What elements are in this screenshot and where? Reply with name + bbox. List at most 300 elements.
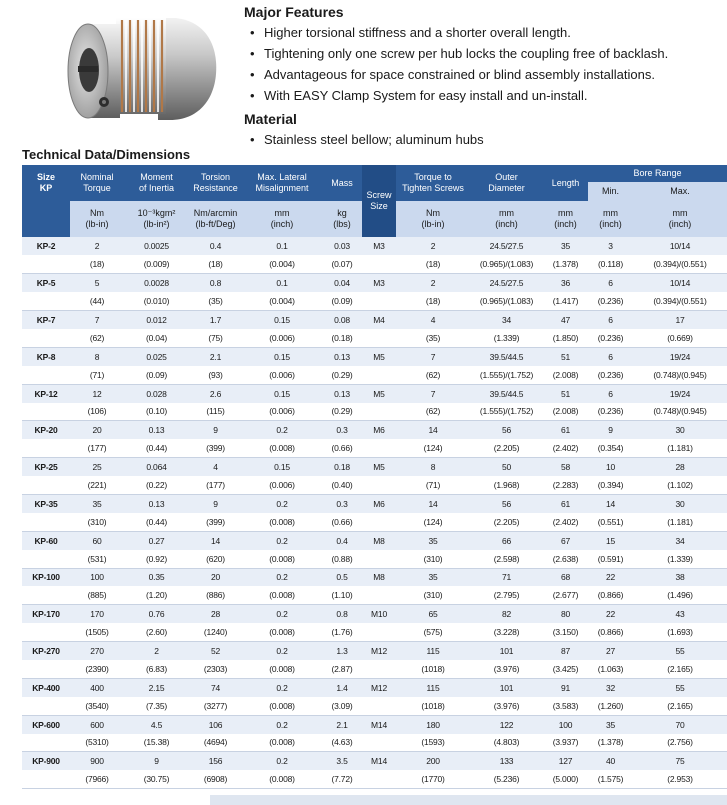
bmax-cell: (1.496)	[633, 586, 727, 604]
mass-cell: (0.09)	[322, 292, 362, 310]
inertia-cell: (0.04)	[124, 329, 189, 347]
mass-cell: (4.63)	[322, 734, 362, 752]
screw-cell: M5	[362, 347, 396, 365]
tighten-cell: 65	[396, 605, 470, 623]
mass-cell: 0.13	[322, 347, 362, 365]
torque-cell: 900	[70, 752, 124, 770]
tighten-cell: 7	[396, 384, 470, 402]
torque-cell: (3540)	[70, 697, 124, 715]
size-cell	[22, 513, 70, 531]
torque-cell: 20	[70, 421, 124, 439]
inertia-cell: (0.09)	[124, 366, 189, 384]
feature-item: • Tightening only one screw per hub locks the coupling free of backlash.	[250, 43, 724, 64]
bellows-coupling-image	[58, 4, 226, 128]
table-row	[22, 605, 727, 623]
lateral-cell: (0.008)	[242, 770, 322, 788]
outer-cell: 56	[470, 494, 543, 512]
inertia-cell: 0.76	[124, 605, 189, 623]
screw-cell: M3	[362, 237, 396, 255]
torque-cell: (310)	[70, 513, 124, 531]
lateral-cell: (0.008)	[242, 623, 322, 641]
outer-cell: (1.339)	[470, 329, 543, 347]
mass-cell: 0.18	[322, 458, 362, 476]
outer-cell: 133	[470, 752, 543, 770]
bmin-cell: 6	[588, 274, 633, 292]
mass-cell: (0.40)	[322, 476, 362, 494]
mass-cell: (3.09)	[322, 697, 362, 715]
mass-cell: 1.4	[322, 678, 362, 696]
length-cell: (1.850)	[543, 329, 588, 347]
units-bore-min: mm (inch)	[588, 201, 633, 237]
outer-cell: (0.965)/(1.083)	[470, 292, 543, 310]
bmin-cell: (0.866)	[588, 586, 633, 604]
outer-cell: 34	[470, 311, 543, 329]
table-row	[22, 697, 727, 715]
lateral-cell: 0.2	[242, 568, 322, 586]
mass-cell: 0.4	[322, 531, 362, 549]
bmin-cell: (0.394)	[588, 476, 633, 494]
tighten-cell: (124)	[396, 439, 470, 457]
torsion-cell: (399)	[189, 439, 242, 457]
bmax-cell: (1.693)	[633, 623, 727, 641]
mass-cell: (0.07)	[322, 255, 362, 273]
feature-item: • With EASY Clamp System for easy install and un-install.	[250, 85, 724, 106]
size-cell	[22, 292, 70, 310]
lateral-cell: (0.008)	[242, 734, 322, 752]
tighten-cell: (71)	[396, 476, 470, 494]
outer-cell: (3.976)	[470, 697, 543, 715]
torque-cell: 8	[70, 347, 124, 365]
size-cell	[22, 586, 70, 604]
bmin-cell: 6	[588, 347, 633, 365]
table-row	[22, 292, 727, 310]
outer-cell: (0.965)/(1.083)	[470, 255, 543, 273]
outer-cell: (2.598)	[470, 550, 543, 568]
size-cell	[22, 476, 70, 494]
outer-cell: 39.5/44.5	[470, 347, 543, 365]
inertia-cell: (0.44)	[124, 439, 189, 457]
mass-cell: 0.08	[322, 311, 362, 329]
outer-cell: (5.236)	[470, 770, 543, 788]
table-row	[22, 531, 727, 549]
length-cell: 61	[543, 421, 588, 439]
outer-cell: 56	[470, 421, 543, 439]
torsion-cell: 0.8	[189, 274, 242, 292]
torsion-cell: 9	[189, 421, 242, 439]
inertia-cell: 2.15	[124, 678, 189, 696]
size-cell	[22, 734, 70, 752]
outer-cell: 39.5/44.5	[470, 384, 543, 402]
inertia-cell: (15.38)	[124, 734, 189, 752]
bmin-cell: (0.354)	[588, 439, 633, 457]
bmin-cell: 3	[588, 237, 633, 255]
bmin-cell: 22	[588, 568, 633, 586]
bmax-cell: 75	[633, 752, 727, 770]
outer-cell: 101	[470, 642, 543, 660]
table-row	[22, 347, 727, 365]
length-cell: (2.008)	[543, 366, 588, 384]
torsion-cell: (2303)	[189, 660, 242, 678]
tighten-cell: 115	[396, 678, 470, 696]
torsion-cell: (93)	[189, 366, 242, 384]
lateral-cell: 0.2	[242, 605, 322, 623]
mass-cell: (0.29)	[322, 366, 362, 384]
bmax-cell: 70	[633, 715, 727, 733]
units-torsion: Nm/arcmin (lb-ft/Deg)	[189, 201, 242, 237]
screw-cell: M10	[362, 605, 396, 623]
screw-cell: M14	[362, 715, 396, 733]
screw-cell: M4	[362, 311, 396, 329]
screw-cell: M8	[362, 531, 396, 549]
screw-cell	[362, 586, 396, 604]
size-cell: KP-8	[22, 347, 70, 365]
inertia-cell: 2	[124, 642, 189, 660]
header-lateral: Max. Lateral Misalignment	[242, 165, 322, 201]
outer-cell: (3.976)	[470, 660, 543, 678]
torque-cell: 7	[70, 311, 124, 329]
header-inertia: Moment of Inertia	[124, 165, 189, 201]
length-cell: (1.378)	[543, 255, 588, 273]
outer-cell: 101	[470, 678, 543, 696]
feature-item: • Advantageous for space constrained or blind assembly installations.	[250, 64, 724, 85]
bmin-cell: (1.063)	[588, 660, 633, 678]
length-cell: 127	[543, 752, 588, 770]
feature-item: • Higher torsional stiffness and a shorter overall length.	[250, 22, 724, 43]
table-row	[22, 458, 727, 476]
tighten-cell: (1018)	[396, 697, 470, 715]
screw-cell	[362, 697, 396, 715]
header-tighten: Torque to Tighten Screws	[396, 165, 470, 201]
bmax-cell: 19/24	[633, 384, 727, 402]
material-list	[250, 129, 724, 150]
bmin-cell: (0.551)	[588, 513, 633, 531]
lateral-cell: 0.2	[242, 715, 322, 733]
screw-cell	[362, 476, 396, 494]
outer-cell: (3.228)	[470, 623, 543, 641]
mass-cell: 0.3	[322, 421, 362, 439]
torque-cell: (62)	[70, 329, 124, 347]
lateral-cell: (0.006)	[242, 403, 322, 421]
inertia-cell: 4.5	[124, 715, 189, 733]
torque-cell: 35	[70, 494, 124, 512]
inertia-cell: (0.92)	[124, 550, 189, 568]
table-row	[22, 494, 727, 512]
tighten-cell: (1770)	[396, 770, 470, 788]
tighten-cell: 2	[396, 237, 470, 255]
mass-cell: 0.3	[322, 494, 362, 512]
bmax-cell: 55	[633, 642, 727, 660]
features-list	[250, 22, 724, 106]
lateral-cell: 0.2	[242, 421, 322, 439]
lateral-cell: 0.2	[242, 531, 322, 549]
bmax-cell: (0.748)/(0.945)	[633, 366, 727, 384]
bmin-cell: (0.236)	[588, 292, 633, 310]
length-cell: 91	[543, 678, 588, 696]
tighten-cell: (18)	[396, 292, 470, 310]
screw-cell: M5	[362, 458, 396, 476]
table-row	[22, 568, 727, 586]
mass-cell: 1.3	[322, 642, 362, 660]
mass-cell: 0.13	[322, 384, 362, 402]
length-cell: (2.402)	[543, 439, 588, 457]
lateral-cell: 0.15	[242, 347, 322, 365]
lateral-cell: 0.2	[242, 678, 322, 696]
bmin-cell: (0.866)	[588, 623, 633, 641]
length-cell: 51	[543, 347, 588, 365]
torque-cell: 2	[70, 237, 124, 255]
bmin-cell: 40	[588, 752, 633, 770]
inertia-cell: 0.13	[124, 421, 189, 439]
bmax-cell: (1.181)	[633, 439, 727, 457]
tighten-cell: 35	[396, 531, 470, 549]
outer-cell: (1.555)/(1.752)	[470, 366, 543, 384]
tighten-cell: (1593)	[396, 734, 470, 752]
bmin-cell: (0.236)	[588, 329, 633, 347]
tighten-cell: (1018)	[396, 660, 470, 678]
header-bore-max: Max.	[633, 182, 727, 201]
screw-cell: M6	[362, 494, 396, 512]
bmin-cell: 15	[588, 531, 633, 549]
size-cell: KP-60	[22, 531, 70, 549]
length-cell: (3.583)	[543, 697, 588, 715]
screw-cell	[362, 366, 396, 384]
screw-cell	[362, 329, 396, 347]
size-cell	[22, 660, 70, 678]
inertia-cell: (0.010)	[124, 292, 189, 310]
lateral-cell: (0.008)	[242, 660, 322, 678]
table-row	[22, 311, 727, 329]
bmax-cell: 10/14	[633, 274, 727, 292]
bmax-cell: (1.102)	[633, 476, 727, 494]
inertia-cell: (0.009)	[124, 255, 189, 273]
length-cell: 67	[543, 531, 588, 549]
bmax-cell: 17	[633, 311, 727, 329]
size-cell: KP-170	[22, 605, 70, 623]
bmin-cell: 6	[588, 311, 633, 329]
tighten-cell: 8	[396, 458, 470, 476]
bmax-cell: 30	[633, 421, 727, 439]
length-cell: (2.402)	[543, 513, 588, 531]
screw-cell: M8	[362, 568, 396, 586]
bmax-cell: 34	[633, 531, 727, 549]
tighten-cell: (18)	[396, 255, 470, 273]
torque-cell: 270	[70, 642, 124, 660]
mass-cell: (0.18)	[322, 329, 362, 347]
lateral-cell: (0.008)	[242, 697, 322, 715]
torque-cell: 100	[70, 568, 124, 586]
length-cell: (2.677)	[543, 586, 588, 604]
torsion-cell: 0.4	[189, 237, 242, 255]
torque-cell: 25	[70, 458, 124, 476]
units-lateral: mm (inch)	[242, 201, 322, 237]
mass-cell: 0.04	[322, 274, 362, 292]
torsion-cell: (35)	[189, 292, 242, 310]
inertia-cell: 0.025	[124, 347, 189, 365]
torque-cell: (2390)	[70, 660, 124, 678]
bmax-cell: 38	[633, 568, 727, 586]
outer-cell: 66	[470, 531, 543, 549]
inertia-cell: 0.0025	[124, 237, 189, 255]
inertia-cell: 0.0028	[124, 274, 189, 292]
length-cell: (2.008)	[543, 403, 588, 421]
screw-cell	[362, 439, 396, 457]
bmin-cell: 6	[588, 384, 633, 402]
header-length: Length	[543, 165, 588, 201]
screw-cell: M6	[362, 421, 396, 439]
length-cell: 100	[543, 715, 588, 733]
header-bore-range: Bore Range	[588, 165, 727, 182]
bmax-cell: 10/14	[633, 237, 727, 255]
inertia-cell: 0.13	[124, 494, 189, 512]
page-footer-band	[210, 795, 727, 805]
header-bore-min: Min.	[588, 182, 633, 201]
units-outer: mm (inch)	[470, 201, 543, 237]
size-cell	[22, 255, 70, 273]
size-cell: KP-400	[22, 678, 70, 696]
units-mass: kg (lbs)	[322, 201, 362, 237]
screw-cell: M14	[362, 752, 396, 770]
mass-cell: (0.66)	[322, 513, 362, 531]
screw-cell: M12	[362, 678, 396, 696]
mass-cell: (7.72)	[322, 770, 362, 788]
mass-cell: 3.5	[322, 752, 362, 770]
length-cell: 61	[543, 494, 588, 512]
outer-cell: 50	[470, 458, 543, 476]
inertia-cell: 0.028	[124, 384, 189, 402]
table-row	[22, 586, 727, 604]
table-row	[22, 403, 727, 421]
inertia-cell: (2.60)	[124, 623, 189, 641]
inertia-cell: (6.83)	[124, 660, 189, 678]
screw-cell	[362, 734, 396, 752]
length-cell: (2.638)	[543, 550, 588, 568]
torque-cell: 170	[70, 605, 124, 623]
outer-cell: (1.968)	[470, 476, 543, 494]
inertia-cell: (0.22)	[124, 476, 189, 494]
outer-cell: 82	[470, 605, 543, 623]
torque-cell: (1505)	[70, 623, 124, 641]
size-cell: KP-600	[22, 715, 70, 733]
bmin-cell: 32	[588, 678, 633, 696]
table-row	[22, 642, 727, 660]
tighten-cell: 2	[396, 274, 470, 292]
torque-cell: (221)	[70, 476, 124, 494]
size-cell: KP-100	[22, 568, 70, 586]
tighten-cell: (575)	[396, 623, 470, 641]
size-cell	[22, 550, 70, 568]
table-row	[22, 439, 727, 457]
lateral-cell: 0.15	[242, 311, 322, 329]
table-row	[22, 623, 727, 641]
mass-cell: (0.88)	[322, 550, 362, 568]
header-screw: Screw Size	[362, 165, 396, 237]
lateral-cell: 0.15	[242, 458, 322, 476]
outer-cell: (2.205)	[470, 513, 543, 531]
screw-cell: M5	[362, 384, 396, 402]
mass-cell: (2.87)	[322, 660, 362, 678]
lateral-cell: (0.006)	[242, 366, 322, 384]
torque-cell: (5310)	[70, 734, 124, 752]
screw-cell	[362, 660, 396, 678]
inertia-cell: (7.35)	[124, 697, 189, 715]
torsion-cell: 2.1	[189, 347, 242, 365]
torsion-cell: (620)	[189, 550, 242, 568]
torque-cell: (885)	[70, 586, 124, 604]
bmax-cell: 28	[633, 458, 727, 476]
torque-cell: (106)	[70, 403, 124, 421]
header-torsion: Torsion Resistance	[189, 165, 242, 201]
torsion-cell: 74	[189, 678, 242, 696]
size-cell: KP-5	[22, 274, 70, 292]
size-cell	[22, 403, 70, 421]
torsion-cell: (399)	[189, 513, 242, 531]
size-cell	[22, 623, 70, 641]
header-size-units	[22, 201, 70, 237]
size-cell: KP-900	[22, 752, 70, 770]
outer-cell: 122	[470, 715, 543, 733]
tighten-cell: 14	[396, 421, 470, 439]
table-row	[22, 770, 727, 788]
size-cell: KP-25	[22, 458, 70, 476]
table-row	[22, 274, 727, 292]
lateral-cell: 0.2	[242, 752, 322, 770]
torsion-cell: (886)	[189, 586, 242, 604]
material-title: Material	[244, 111, 297, 127]
table-row	[22, 329, 727, 347]
torsion-cell: (6908)	[189, 770, 242, 788]
bmax-cell: (2.953)	[633, 770, 727, 788]
length-cell: 47	[543, 311, 588, 329]
header-outer: Outer Diameter	[470, 165, 543, 201]
torsion-cell: 9	[189, 494, 242, 512]
bmax-cell: 19/24	[633, 347, 727, 365]
bmin-cell: 27	[588, 642, 633, 660]
screw-cell: M12	[362, 642, 396, 660]
inertia-cell: 9	[124, 752, 189, 770]
length-cell: (3.150)	[543, 623, 588, 641]
bmin-cell: (0.236)	[588, 366, 633, 384]
bmax-cell: (2.165)	[633, 660, 727, 678]
header-mass: Mass	[322, 165, 362, 201]
torsion-cell: 2.6	[189, 384, 242, 402]
torsion-cell: 156	[189, 752, 242, 770]
size-cell	[22, 697, 70, 715]
torsion-cell: 1.7	[189, 311, 242, 329]
inertia-cell: (0.44)	[124, 513, 189, 531]
torsion-cell: 28	[189, 605, 242, 623]
outer-cell: 71	[470, 568, 543, 586]
mass-cell: 0.8	[322, 605, 362, 623]
torsion-cell: (18)	[189, 255, 242, 273]
table-row	[22, 421, 727, 439]
length-cell: 68	[543, 568, 588, 586]
units-tighten: Nm (lb-in)	[396, 201, 470, 237]
size-cell	[22, 770, 70, 788]
torsion-cell: (75)	[189, 329, 242, 347]
lateral-cell: 0.2	[242, 642, 322, 660]
lateral-cell: (0.008)	[242, 513, 322, 531]
torque-cell: (531)	[70, 550, 124, 568]
table-row	[22, 678, 727, 696]
mass-cell: (1.76)	[322, 623, 362, 641]
length-cell: 87	[543, 642, 588, 660]
torsion-cell: (3277)	[189, 697, 242, 715]
tighten-cell: 35	[396, 568, 470, 586]
tighten-cell: (62)	[396, 366, 470, 384]
bmax-cell: 55	[633, 678, 727, 696]
size-cell	[22, 329, 70, 347]
table-row	[22, 476, 727, 494]
